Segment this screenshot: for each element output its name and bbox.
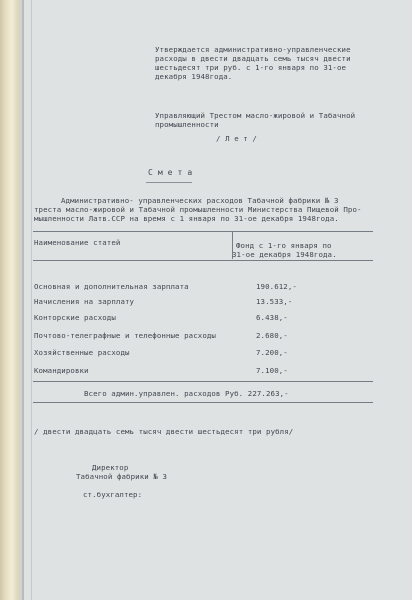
row-value: 190.612,- — [256, 282, 297, 291]
table-header-value-1: Фонд с 1-го января по — [236, 241, 332, 250]
table-bottom-rule — [33, 381, 373, 382]
row-value: 7.100,- — [256, 366, 288, 375]
accountant-label: ст.бухгалтер: — [83, 490, 143, 499]
table-row — [34, 297, 334, 307]
title-underline — [146, 182, 192, 183]
approver-signature: / Л е т / — [216, 134, 257, 143]
row-name: Основная и дополнительная зарплата — [34, 282, 189, 291]
table-header-name: Наименование статей — [34, 238, 121, 247]
row-name: Конторские расходы — [34, 313, 116, 322]
row-value: 6.438,- — [256, 313, 288, 322]
table-header-rule — [33, 260, 373, 261]
row-name: Командировки — [34, 366, 89, 375]
approval-line-4: декабря 1948года. — [155, 72, 233, 81]
approval-line-1: Утверждается административно-управленческие — [155, 45, 351, 54]
amount-in-words: / двести двадцать семь тысяч двести шестьдесят три рубля/ — [34, 427, 294, 436]
approver-line-2: промышленности — [155, 120, 219, 129]
table-row — [34, 313, 334, 323]
table-row — [34, 366, 334, 376]
row-value: 2.680,- — [256, 331, 288, 340]
approval-line-2: расходы в двести двадцать семь тысяч двести — [155, 54, 351, 63]
row-name: Хозяйственные расходы — [34, 348, 130, 357]
heading-line-3: мышленности Латв.ССР на время с 1 января по 31-ое декабря 1948года. — [34, 214, 339, 223]
row-value: 13.533,- — [256, 297, 293, 306]
table-total: Всего админ.управлен. расходов Руб. 227.263,- — [84, 389, 289, 398]
row-name: Начисления на зарплату — [34, 297, 135, 306]
table-top-rule — [33, 231, 373, 232]
total-rule — [33, 402, 373, 403]
margin-line — [31, 0, 32, 600]
row-name: Почтово-телеграфные и телефонные расходы — [34, 331, 216, 340]
director-org: Табачной фабрики № 3 — [76, 472, 167, 481]
table-row — [34, 282, 334, 292]
heading-line-1: Административно- управленческих расходов Табачной фабрики № 3 — [61, 196, 339, 205]
row-value: 7.200,- — [256, 348, 288, 357]
approver-line-1: Управляющий Трестом масло-жировой и Табачной — [155, 111, 356, 120]
table-header-value-2: 31-ое декабря 1948года. — [232, 250, 337, 259]
heading-line-2: треста масло-жировой и Табачной промышленности Министерства Пищевой Про- — [34, 205, 362, 214]
table-row — [34, 331, 334, 341]
binding-strip — [0, 0, 22, 600]
approval-line-3: шестьдесят три руб. с 1-го января по 31-ое — [155, 63, 347, 72]
director-title: Директор — [92, 463, 129, 472]
table-row — [34, 348, 334, 358]
estimate-title: С м е т а — [148, 168, 193, 177]
